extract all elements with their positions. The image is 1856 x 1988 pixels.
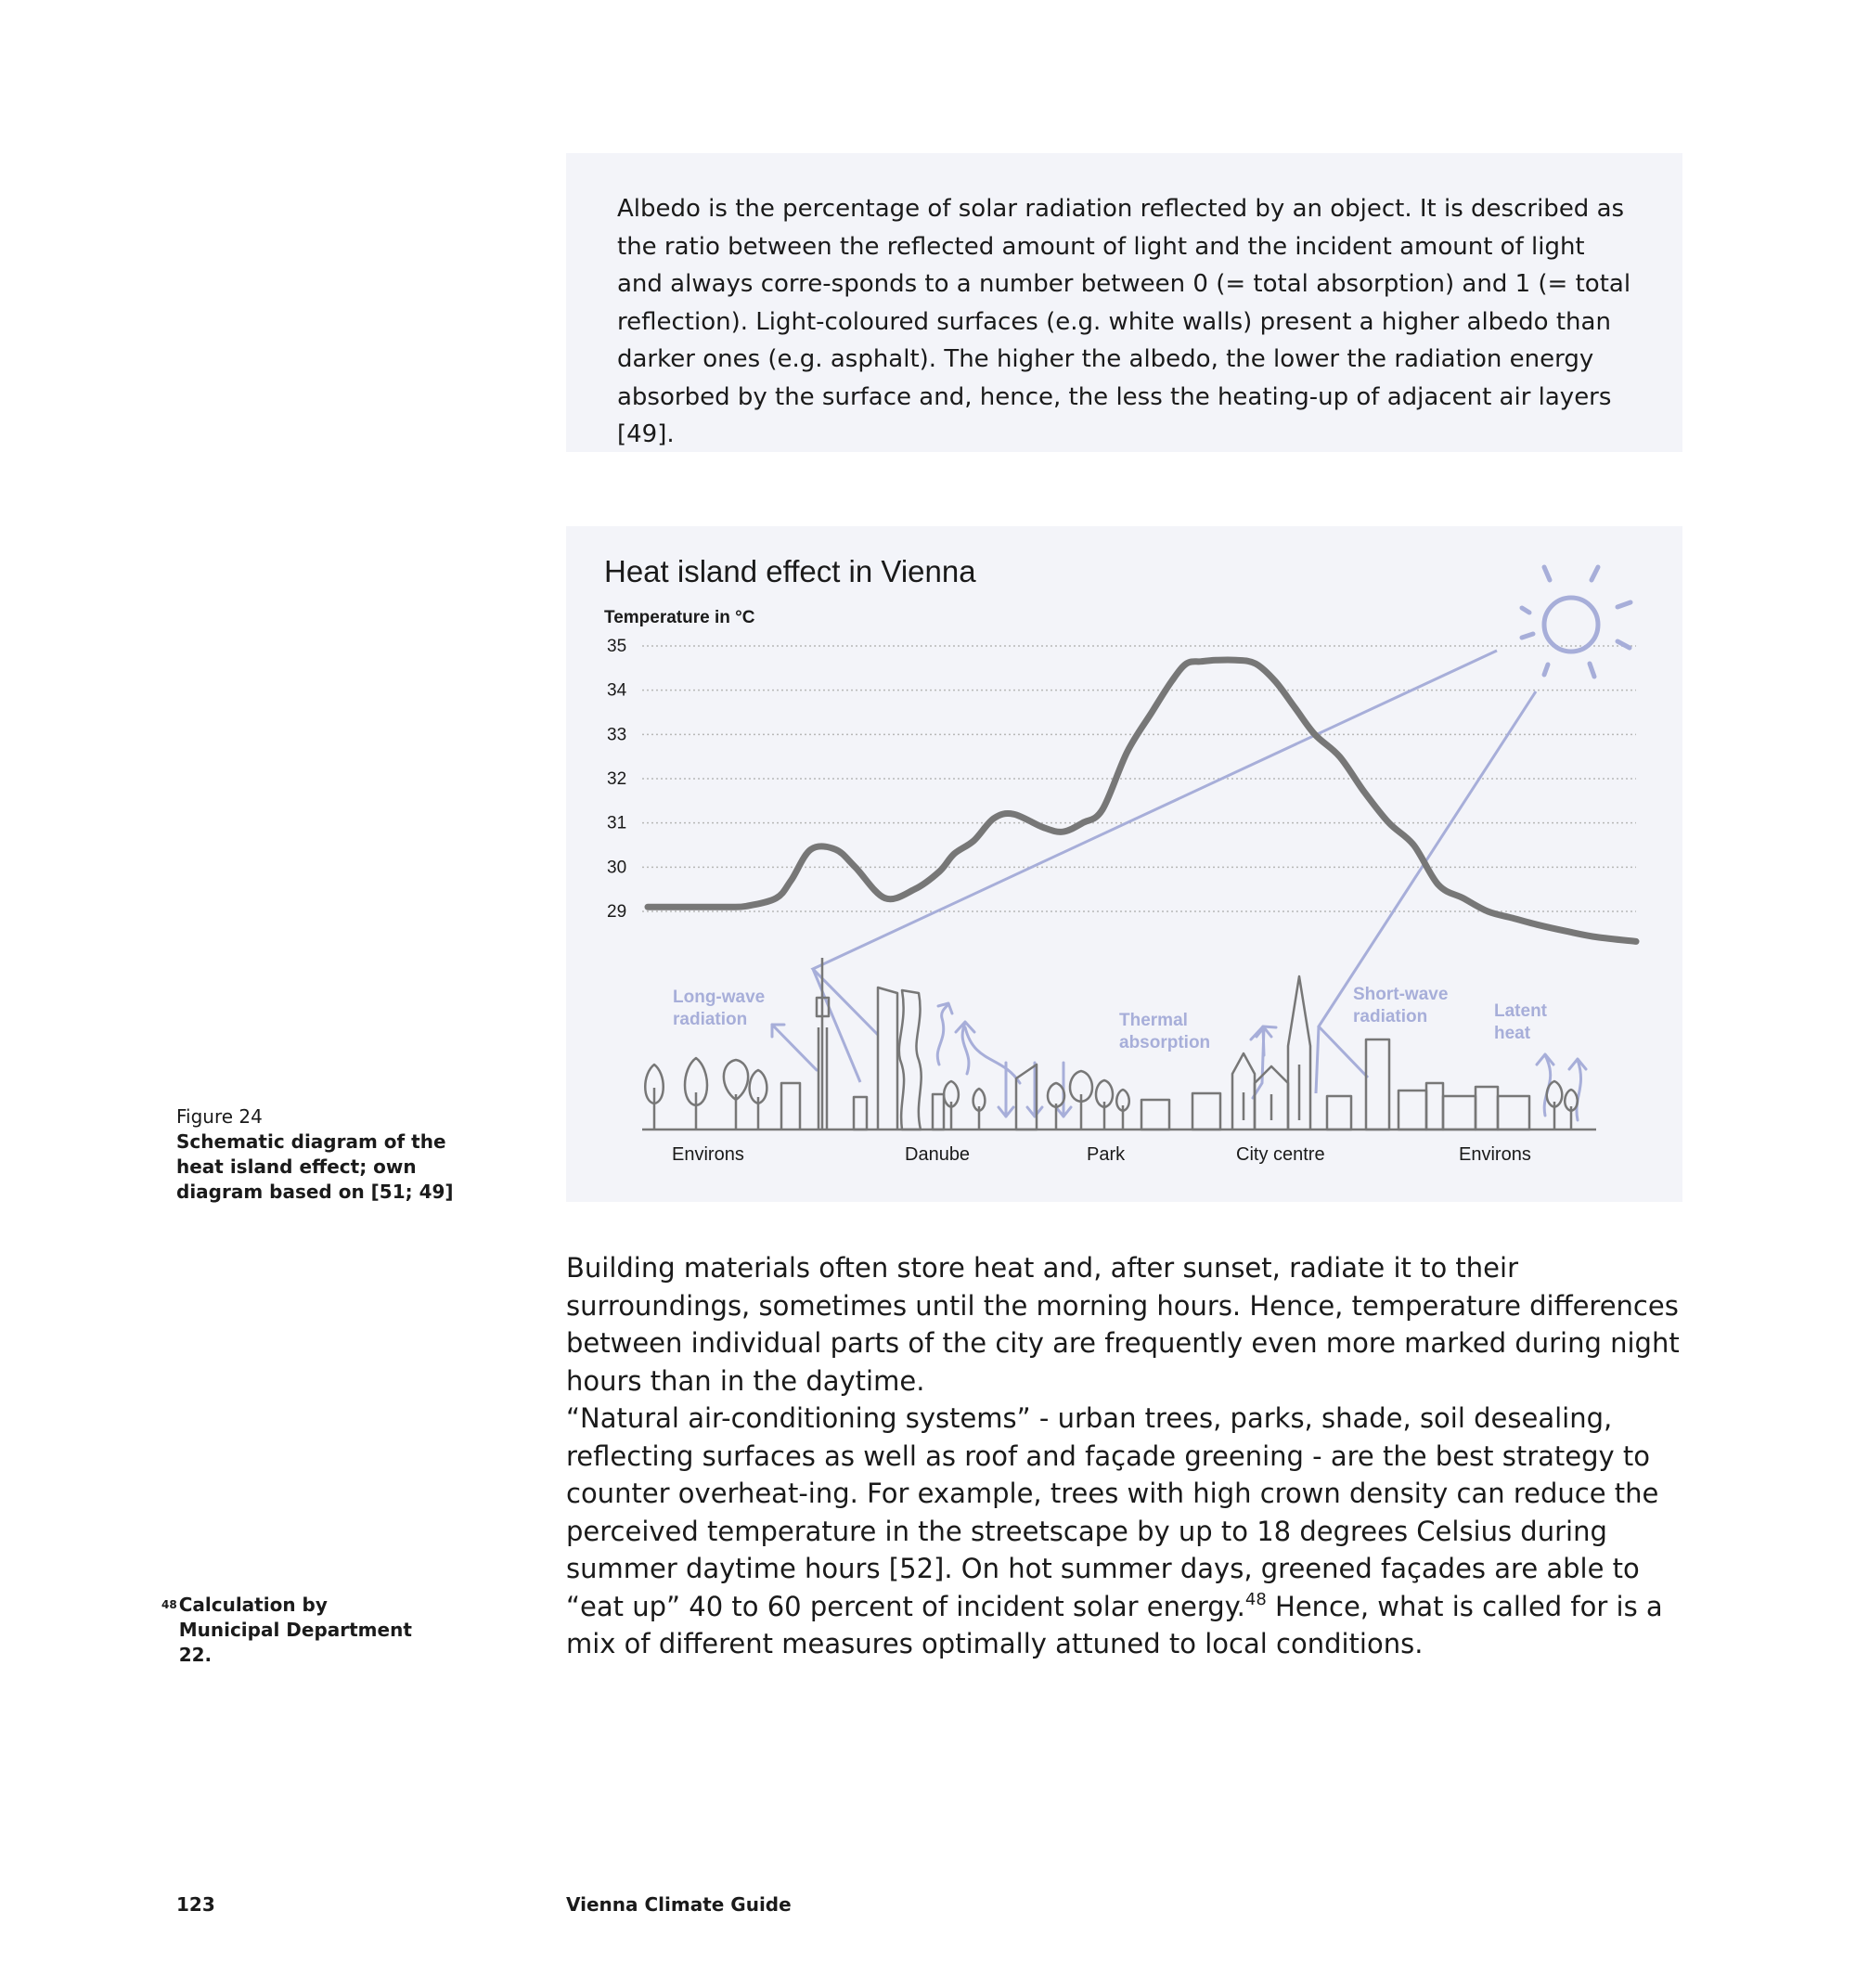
long-wave-ray-2 [813,969,860,1082]
y-tick-33: 33 [607,725,627,745]
body-paragraph-2-end: Hence, what is called for is a mix of different measures optimally attuned to local conditions. [566,1590,1663,1659]
body-paragraph-2-text: “Natural air-conditioning systems” - urban trees, parks, shade, soil desealing, reflecting surfaces as well as roof and façade greening - are the best strategy to counter overheat-ing. For example, trees with high crown density can reduce the perceived temperature in the streetscape by up to 18 degrees Celsius during summer daytime hours [52]. On hot summer days, greened façades are able to “eat up” 40 to 60 percent of incident solar energy. [566,1402,1659,1622]
chart-title: Heat island effect in Vienna [604,554,976,588]
reflect-arrow [965,1027,1020,1083]
heat-island-chart [566,526,1682,1202]
y-tick-35: 35 [607,637,627,656]
albedo-info-box [566,153,1682,452]
grid-lines [642,646,1636,911]
long-wave-arrow [772,1025,817,1070]
y-tick-31: 31 [607,813,627,833]
x-label-danube: Danube [905,1144,971,1165]
y-tick-29: 29 [607,902,627,922]
y-tick-32: 32 [607,769,627,789]
latent-heat-label: Latent heat [1494,1001,1547,1043]
figure-caption [176,1104,492,1205]
danube-tower [817,958,867,1130]
y-tick-34: 34 [607,680,627,701]
figure-caption-text: Schematic diagram of the heat island effect; own diagram based on [51; 49] [176,1130,454,1203]
albedo-text: Albedo is the percentage of solar radiation reflected by an object. It is described as the ratio between the reflected amount of light and the incident amount of light and always corre-sponds to a number between 0 (= total absorption) and 1 (= total reflection). Light-coloured surfaces (e.g. white walls) present a higher albedo than darker ones (e.g. asphalt). The higher the albedo, the lower the radiation energy absorbed by the surface and, hence, the less the heating-up of adjacent air layers [49]. [617,195,1631,448]
latent-heat-arrow-2 [1577,1060,1581,1120]
footnote-text: Calculation by Municipal Department 22. [178,1594,412,1666]
temperature-curve [648,660,1636,942]
thermal-absorption-label: Thermal absorption [1119,1011,1211,1052]
body-paragraph-2 [566,1400,1698,1663]
footnote-number: 48 [161,1598,177,1611]
x-label-environs-left: Environs [672,1144,744,1165]
y-tick-labels [607,637,627,922]
x-label-park: Park [1087,1144,1126,1165]
heat-island-figure [566,526,1682,1202]
footnote-ref-48[interactable]: 48 [1244,1589,1267,1609]
short-wave-label: Short-wave radiation [1353,985,1449,1026]
sun-icon [1522,567,1630,677]
short-wave-reflect [1316,1026,1319,1093]
y-tick-30: 30 [607,858,627,878]
x-label-environs-right: Environs [1459,1144,1531,1165]
x-label-city-centre: City centre [1236,1144,1325,1165]
tree-group-left [645,1058,800,1130]
body-paragraph-1: Building materials often store heat and, after sunset, radiate it to their surroundings, sometimes until the morning hours. Hence, temperature differences between individual parts of the city are frequently even more marked during night hours than in the daytime. [566,1252,1680,1397]
footnote-48 [161,1593,468,1668]
park-trees [1016,1065,1220,1130]
page-number: 123 [176,1893,215,1916]
environs-right-buildings [1398,1081,1578,1130]
evaporation-arrow-1 [937,1004,948,1065]
long-wave-label: Long-wave radiation [673,988,766,1029]
figure-number: Figure 24 [176,1105,263,1128]
y-axis-label: Temperature in °C [604,608,755,627]
reflect-arrow-2 [1263,1026,1264,1055]
running-title: Vienna Climate Guide [566,1893,792,1916]
